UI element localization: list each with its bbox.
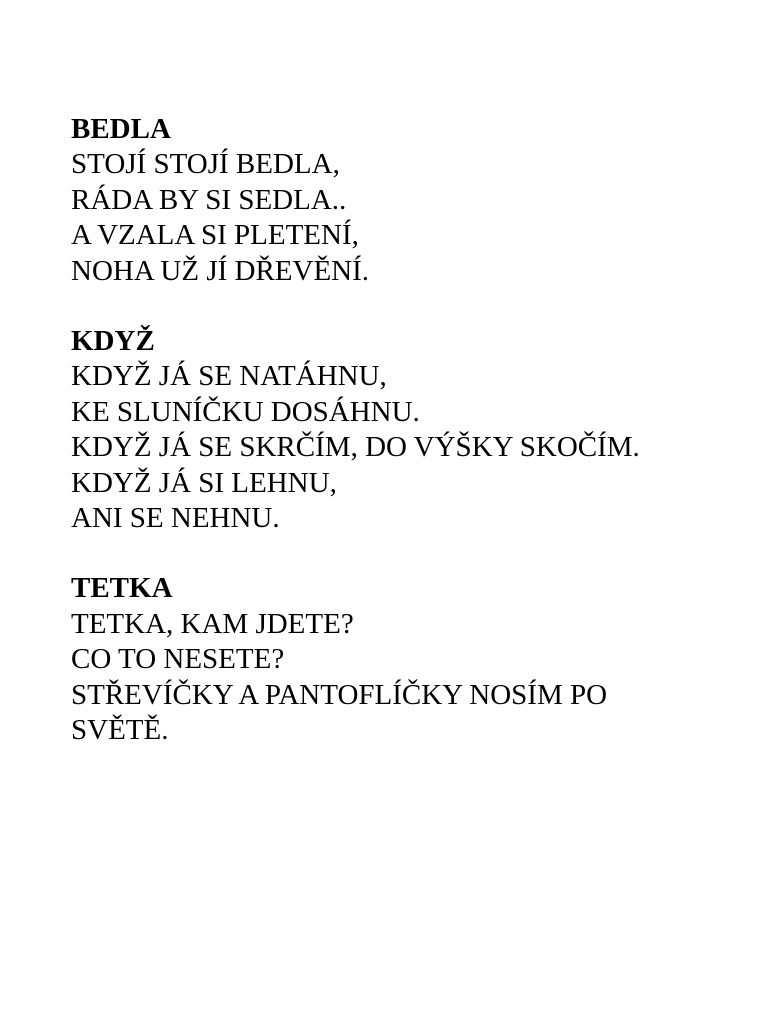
- poem-line: KDYŽ JÁ SI LEHNU,: [71, 466, 337, 499]
- poem-title: TETKA: [71, 572, 173, 605]
- poem-line: TETKA, KAM JDETE?: [71, 607, 354, 640]
- poem-tetka: [71, 571, 751, 748]
- poem-line: SVĚTĚ.: [71, 714, 169, 747]
- poem-line: KE SLUNÍČKU DOSÁHNU.: [71, 395, 420, 428]
- poem-line: KDYŽ JÁ SE NATÁHNU,: [71, 360, 387, 393]
- poem-kdyz: [71, 324, 751, 536]
- poem-line: CO TO NESETE?: [71, 643, 285, 676]
- poem-line: ANI SE NEHNU.: [71, 502, 280, 535]
- poem-title: KDYŽ: [71, 325, 155, 358]
- poem-line: STŘEVÍČKY A PANTOFLÍČKY NOSÍM PO: [71, 678, 608, 711]
- document-page: [71, 112, 751, 749]
- poem-bedla: [71, 112, 751, 289]
- poem-line: NOHA UŽ JÍ DŘEVĚNÍ.: [71, 254, 370, 287]
- poem-line: STOJÍ STOJÍ BEDLA,: [71, 148, 340, 181]
- poem-line: RÁDA BY SI SEDLA..: [71, 183, 347, 216]
- poem-title: BEDLA: [71, 113, 171, 145]
- poem-line: KDYŽ JÁ SE SKRČÍM, DO VÝŠKY SKOČÍM.: [71, 431, 640, 464]
- poem-line: A VZALA SI PLETENÍ,: [71, 219, 359, 252]
